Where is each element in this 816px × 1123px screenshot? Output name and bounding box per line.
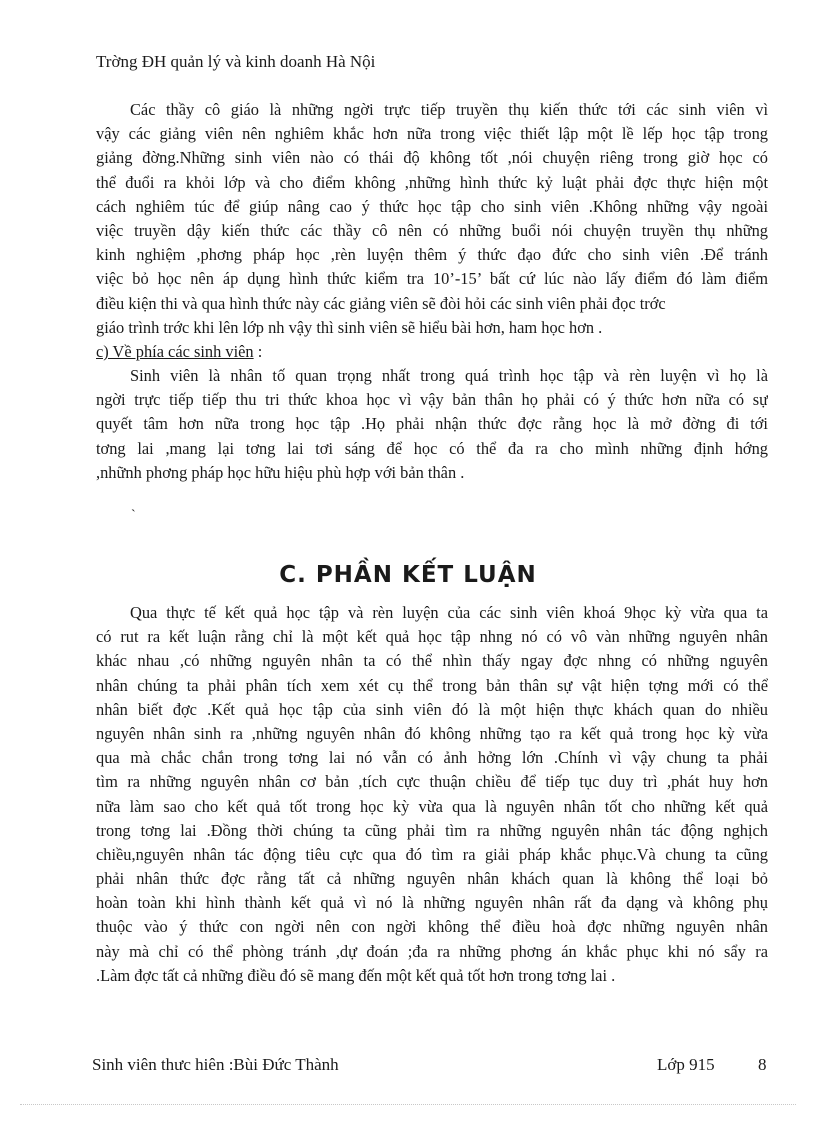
text-line: tơng lai ,mang lại tơng lai tơi sáng để học có thể đa ra cho mình những định hớng xyxy=(96,438,768,458)
text-line: giảng đờng.Những sinh viên nào có thái độ không tốt ,nói chuyện riêng trong giờ học có xyxy=(96,148,768,168)
text-line: cách nghiêm túc để giúp nâng cao ý thức học tập cho sinh viên .Không những vậy ngoài xyxy=(96,196,768,216)
text-line: Qua thực tế kết quả học tập và rèn luyện của các sinh viên khoá 9học kỳ vừa qua ta xyxy=(130,603,768,622)
text-line: điều kiện thi và qua hình thức này các giảng viên sẽ đòi hỏi các sinh viên phải đọc trớc xyxy=(96,293,666,313)
page-number: 8 xyxy=(758,1055,767,1074)
text-line: khác nhau ,có những nguyên nhân ta có thể nhìn thấy ngay đợc nhng có những nguyên xyxy=(96,651,768,671)
text-line: kinh nghiệm ,phơng pháp học ,rèn luyện thêm ý thức đạo đức cho sinh viên .Để tránh xyxy=(96,245,768,265)
text-line: Sinh viên là nhân tố quan trọng nhất trong quá trình học tập và rèn luyện vì họ là xyxy=(130,366,768,386)
text-line: hoàn toàn khi hình thành kết quả vì nó là những nguyên nhân rất đa dạng và không phụ xyxy=(96,893,768,913)
text-line: ngời trực tiếp tiếp thu tri thức khoa học vì vậy bản thân họ phải có ý thức hơn nữa có sự xyxy=(96,390,768,410)
text-line: chiều,nguyên nhân tác động tiêu cực qua đó tìm ra giải pháp khắc phục.Và chung ta cũng xyxy=(96,844,768,864)
subheading-label: c) Về phía các sinh viên xyxy=(96,341,254,361)
text-line: Các thầy cô giáo là những ngời trực tiếp truyền thụ kiến thức tới các sinh viên vì xyxy=(130,100,768,119)
text-line: có rut ra kết luận rằng chỉ là một kết quả học tập nhng nó có vô vàn những nguyên nhân xyxy=(96,627,768,647)
text-line: quyết tâm hơn nữa trong học tập .Họ phải nhận thức đợc rằng học là mở đờng đi tới xyxy=(96,414,768,434)
text-line: việc truyền dậy kiến thức các thầy cô nên có những buổi nói chuyện truyền thụ những xyxy=(96,220,768,240)
text-line: ,nhữnh phơng pháp học hữu hiệu phù hợp với bản thân . xyxy=(96,462,465,482)
text-line: nhân biết đợc .Kết quả học tập của sinh viên đó là một hiện thực khách quan do nhiều xyxy=(96,699,768,719)
subheading-suffix: : xyxy=(253,341,263,361)
text-line: tìm ra những nguyên nhân cơ bản ,tích cực thuận chiều để tiếp tục duy trì ,phát huy hơn xyxy=(96,772,768,792)
text-line: qua mà chắc chắn trong tơng lai nó vẫn có ảnh hởng lớn .Chính vì vậy chung ta phải xyxy=(96,748,768,768)
text-line: nhân chúng ta phải phân tích xem xét cụ thể trong bản thân sự vật hiện tợng mới có thể xyxy=(96,675,768,695)
text-line: nữa làm sao cho kết quả tốt trong học kỳ vừa qua là nguyên nhân tốt cho những kết quả xyxy=(96,796,768,816)
page-header: Trờng ĐH quản lý và kinh doanh Hà Nội xyxy=(96,52,376,71)
footer-class: Lớp 915 xyxy=(657,1055,715,1074)
text-line: nguyên nhân sinh ra ,những nguyên nhân đó không những tạo ra kết quả trong học kỳ vừa xyxy=(96,723,768,743)
section-title: C. PHẦN KẾT LUẬN xyxy=(279,562,537,588)
paragraph-teachers xyxy=(96,98,768,485)
text-line: .Làm đợc tất cả những điều đó sẽ mang đến một kết quả tốt hơn trong tơng lai . xyxy=(96,965,616,985)
section-subheading xyxy=(96,340,768,364)
text-line: giáo trình trớc khi lên lớp nh vậy thì sinh viên sẽ hiểu bài hơn, ham học hơn . xyxy=(96,317,603,337)
paragraph-conclusion xyxy=(96,601,768,988)
text-line: thuộc vào ý thức con ngời nên con ngời không thể điều hoà đợc những nguyên nhân xyxy=(96,917,768,937)
text-line: này mà chỉ có thể phòng tránh ,dự đoán ;đa ra những phơng án khắc phục khi nó sẩy ra xyxy=(96,941,768,961)
text-line: phải nhân thức đợc rằng tất cả những nguyên nhân khách quan là không thể loại bỏ xyxy=(96,869,768,889)
footer-author: Sinh viên thưc hiên :Bùi Đức Thành xyxy=(92,1055,339,1074)
text-line: việc bỏ học nên áp dụng hình thức kiểm tra 10’-15’ bất cứ lúc nào lấy điểm đó làm điểm xyxy=(96,269,768,289)
text-line: thể đuổi ra khỏi lớp và cho điểm không ,những hình thức kỷ luật phải đợc thực hiện một xyxy=(96,172,768,192)
text-line: vậy các giảng viên nên nghiêm khắc hơn nữa trong việc thiết lập một lề lếp học tập trong xyxy=(96,124,768,144)
page-bottom-border xyxy=(20,1104,796,1105)
text-line: trong tơng lai .Đồng thời chúng ta cũng phải tìm ra những nguyên nhân tác động nghịch xyxy=(96,820,768,840)
stray-mark: ` xyxy=(131,508,136,523)
